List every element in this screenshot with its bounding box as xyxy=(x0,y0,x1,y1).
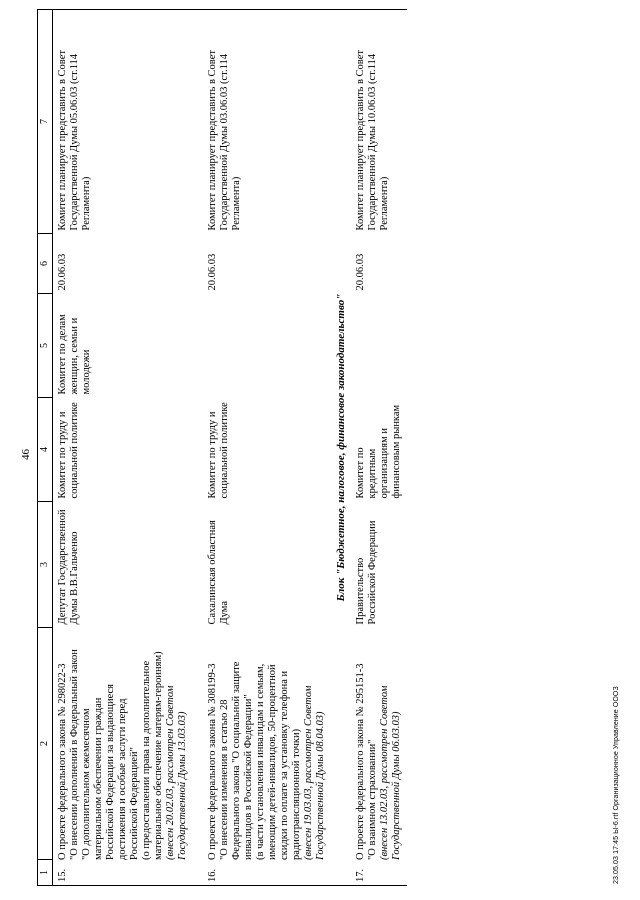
co-committee xyxy=(193,294,331,398)
bill-text: радиотрансляционной точки) xyxy=(291,728,302,860)
bill-text: инвалидов в Российской Федерации" xyxy=(243,694,254,860)
bill-text: (о предоставлении права на дополнительное xyxy=(141,660,152,860)
col-header: 6 xyxy=(38,234,53,294)
bill-text: "О дополнительном ежемесячном xyxy=(81,708,92,860)
table-row xyxy=(351,10,407,886)
remark: Комитет планирует представить в Совет Государственной Думы 03.06.03 (ст.114 Регламента) xyxy=(193,10,331,234)
bill-note: (внесен 13.02.03, рассмотрен Советом xyxy=(379,685,390,860)
col-header: 2 xyxy=(38,628,53,860)
date: 20.06.03 xyxy=(57,253,68,291)
bill-text: "О внесении дополнений в Федеральный закон xyxy=(69,649,80,860)
row-number: 17. xyxy=(355,868,366,882)
bill-note: Государственной Думы 06.03.03) xyxy=(391,711,402,860)
col-header: 7 xyxy=(38,10,53,234)
table-row xyxy=(193,10,331,886)
row-number: 16. xyxy=(207,868,218,882)
bill-text: скидки по оплате за установку телефона и xyxy=(279,670,290,860)
agenda-table xyxy=(37,9,407,886)
remark: Комитет планирует представить в Совет Государственной Думы 05.06.03 (ст.114 Регламента) xyxy=(53,10,194,234)
bill-text: "О внесении изменения в статью 28 xyxy=(219,699,230,860)
co-committee: Комитет по делам женщин, семьи и молодежи xyxy=(57,314,92,395)
date: 20.06.03 xyxy=(355,253,366,291)
page-number: 46 xyxy=(20,449,32,460)
footer-stamp: 23.05.03 17:45 Ы-6.rtf Организационное Управление ОООЗ xyxy=(613,686,620,884)
co-committee xyxy=(351,294,407,398)
bill-text: материальное обеспечение матерям-героиням) xyxy=(153,651,164,860)
bill-note: Государственной Думы 08.04.03) xyxy=(315,711,326,860)
col-header: 5 xyxy=(38,294,53,398)
bill-text: (в части установления инвалидам и семьям, xyxy=(255,663,266,860)
committee: Комитет по труду и социальной политике xyxy=(57,402,80,499)
bill-text: О проекте федерального закона № 298022-3 xyxy=(57,663,68,860)
bill-text: О проекте федерального закона № 308199-3 xyxy=(207,663,218,860)
date: 20.06.03 xyxy=(207,253,218,291)
committee: Комитет по труду и социальной политике xyxy=(207,402,230,499)
col-header: 4 xyxy=(38,398,53,502)
initiator: Правительство Российской Федерации xyxy=(355,520,378,625)
bill-text: имеющим детей-инвалидов, 50-процентной xyxy=(267,664,278,860)
block-title: Блок "Бюджетное, налоговое, финансовое законодательство" xyxy=(331,10,351,886)
initiator: Сахалинская областная Дума xyxy=(207,520,230,625)
bill-text: Федерального закона "О социальной защите xyxy=(231,661,242,860)
initiator: Депутат Государственной Думы В.В.Гальченко xyxy=(57,509,80,625)
bill-note: Государственной Думы 13.03.03) xyxy=(177,711,188,860)
bill-text: Российской Федерации за выдающиеся xyxy=(105,684,116,860)
bill-note: (внесен 20.02.03, рассмотрен Советом xyxy=(165,685,176,860)
bill-cell xyxy=(351,628,407,886)
bill-text: О проекте федерального закона № 295151-3 xyxy=(355,663,366,860)
bill-text: Российской Федерацией" xyxy=(129,747,140,860)
remark: Комитет планирует представить в Совет Государственной Думы 10.06.03 (ст.114 Регламента) xyxy=(351,10,407,234)
bill-cell xyxy=(193,628,331,886)
block-title-row xyxy=(331,10,351,886)
col-header: 3 xyxy=(38,502,53,628)
header-row xyxy=(38,10,53,886)
committee: Комитет по кредитным организациям и финансовым рынкам xyxy=(355,404,402,499)
table-row xyxy=(53,10,194,886)
col-header: 1 xyxy=(38,860,53,886)
bill-text: достижения и особые заслуги перед xyxy=(117,698,128,860)
bill-text: материальном обеспечении граждан xyxy=(93,697,104,860)
row-number: 15. xyxy=(57,868,68,882)
bill-note: (внесен 19.03.03, рассмотрен Советом xyxy=(303,685,314,860)
bill-text: "О взаимном страховании" xyxy=(367,739,378,860)
bill-cell xyxy=(53,628,194,886)
